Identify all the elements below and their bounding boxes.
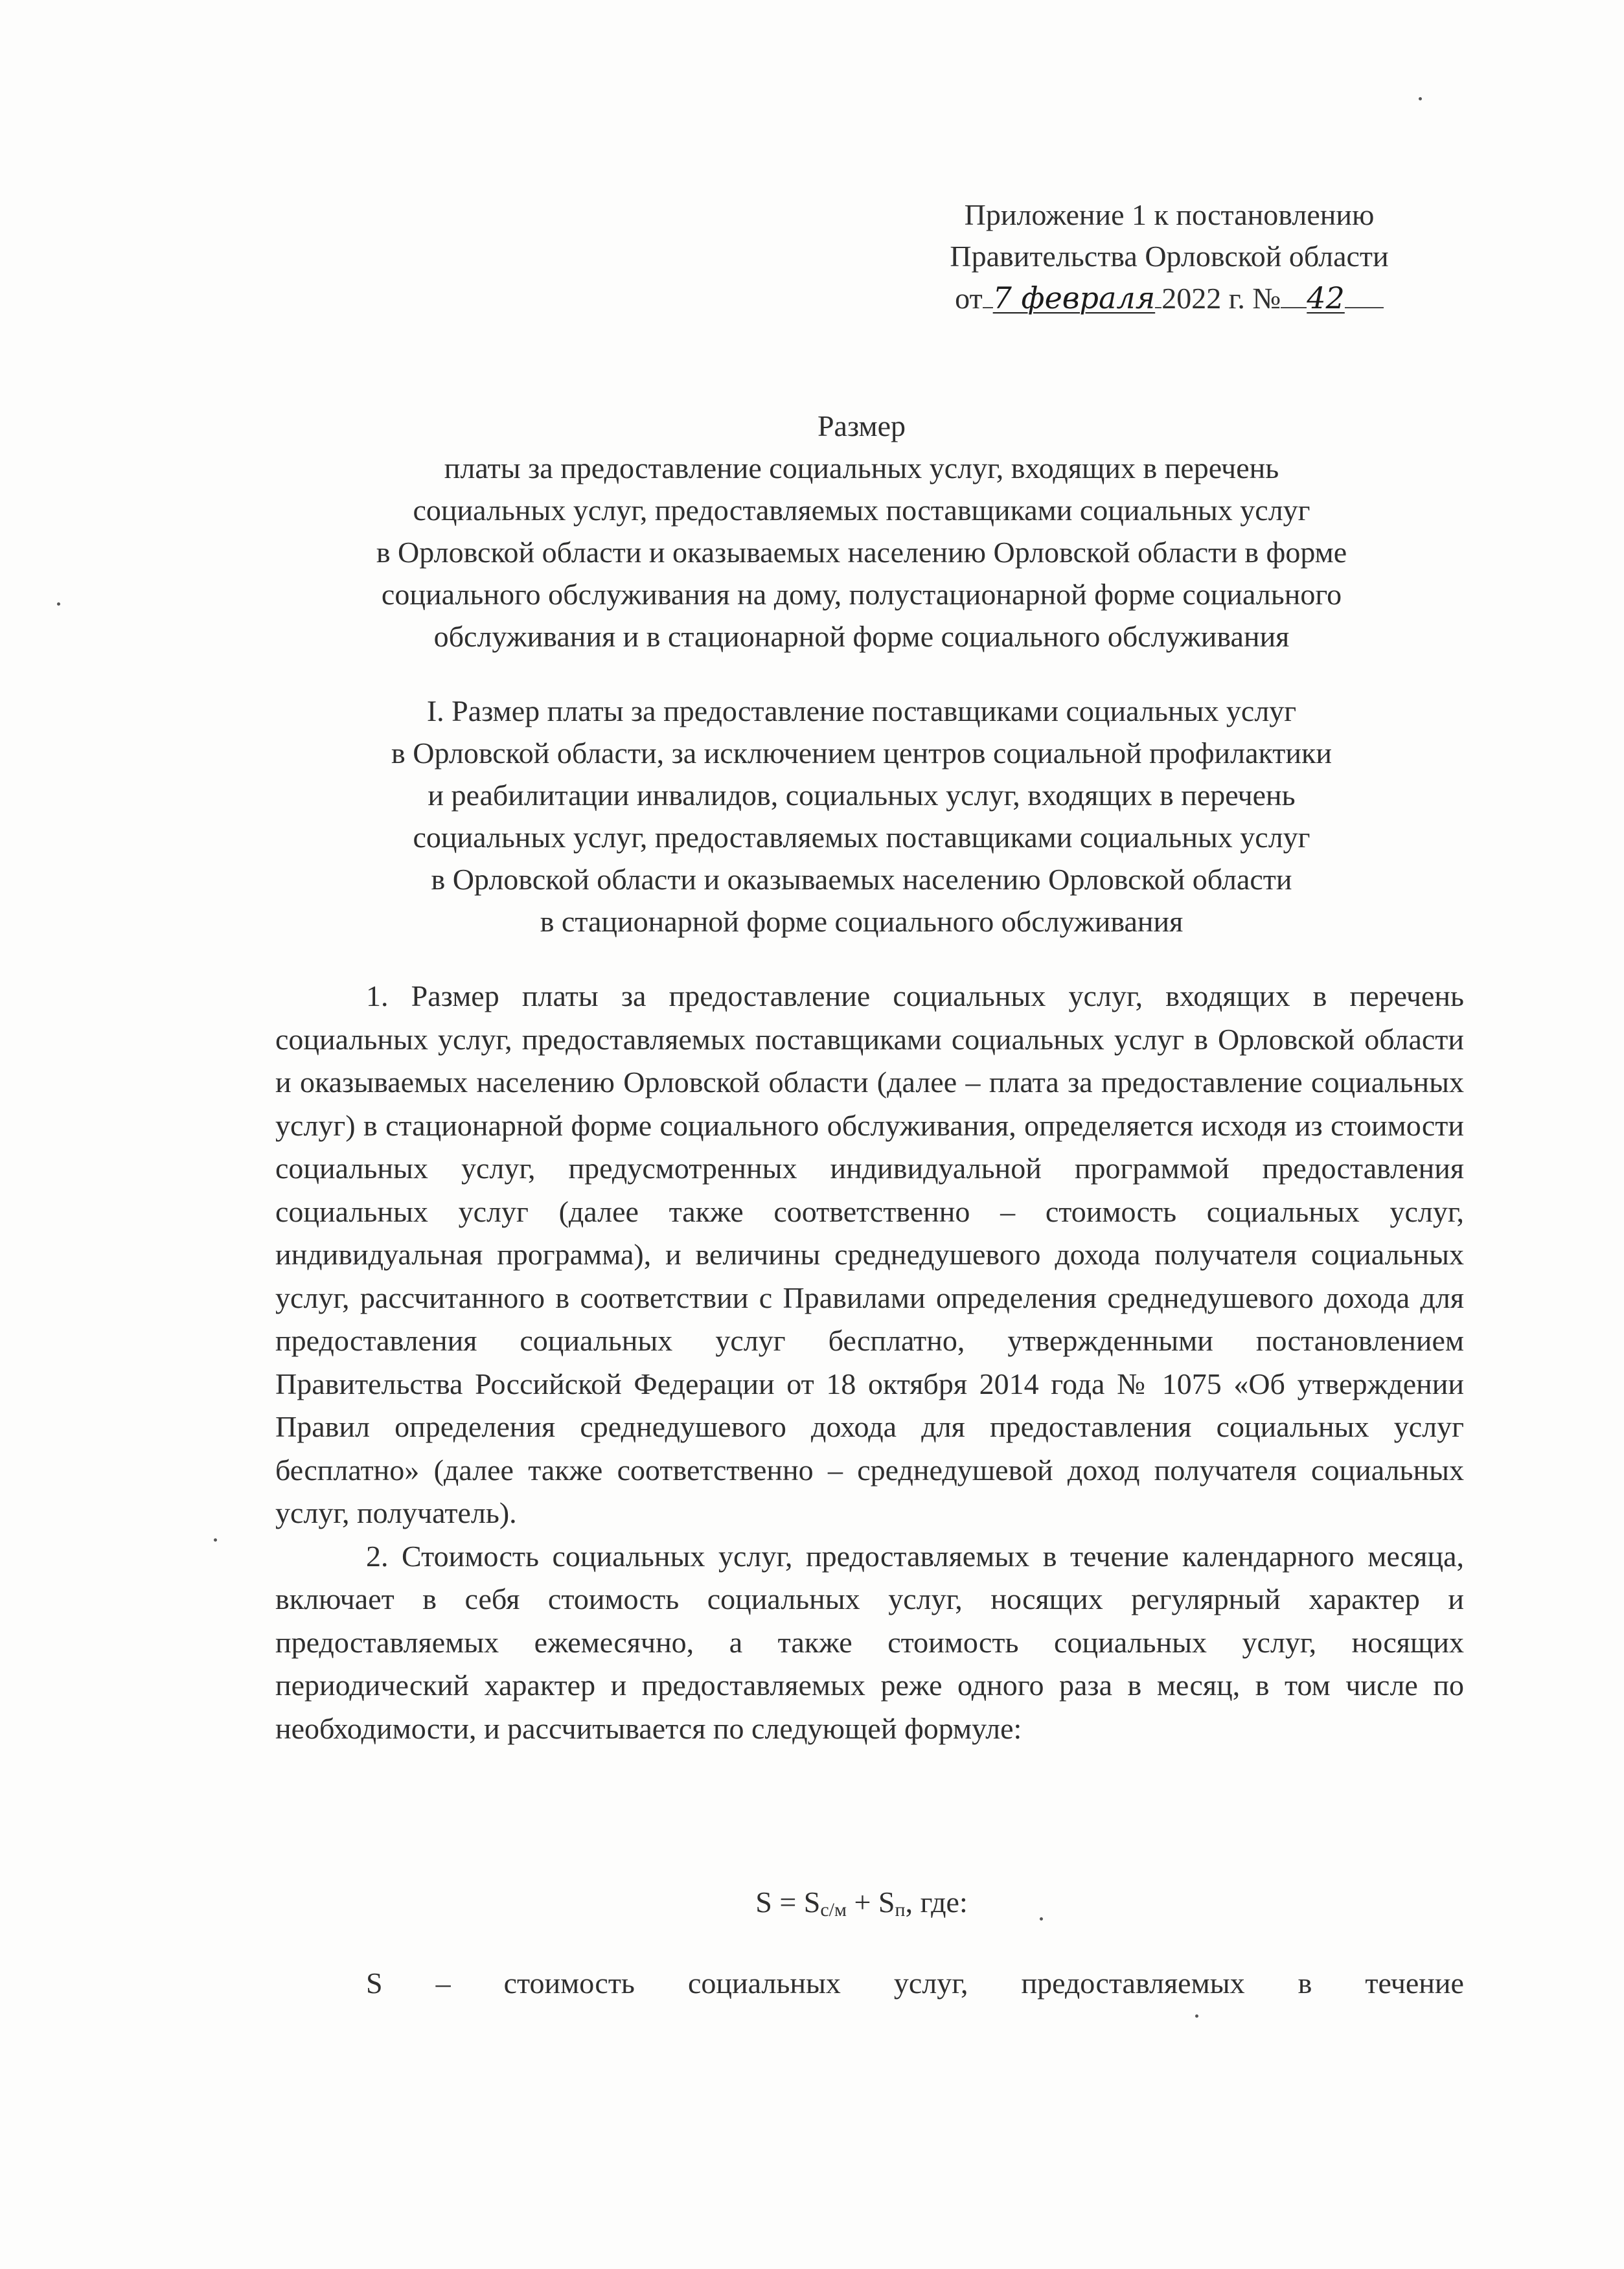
date-prefix: от xyxy=(955,282,983,315)
document-title xyxy=(246,405,1477,657)
date-year: 2022 г. № xyxy=(1161,282,1281,315)
formula-suffix: , где: xyxy=(905,1886,968,1919)
tail-word: в xyxy=(1298,1967,1312,2000)
scan-speck xyxy=(1040,1917,1043,1921)
section-line: в Орловской области и оказываемых населению Орловской области xyxy=(431,863,1292,896)
body-text xyxy=(275,975,1464,1750)
appendix-date-line xyxy=(862,277,1477,319)
tail-word: социальных xyxy=(687,1967,841,2000)
title-line: социального обслуживания на дому, полустационарной форме социального xyxy=(381,578,1342,611)
appendix-line-1: Приложение 1 к постановлению xyxy=(964,198,1375,231)
appendix-line-2: Правительства Орловской области xyxy=(950,240,1389,273)
tail-word: услуг, xyxy=(893,1967,968,2000)
section-line: и реабилитации инвалидов, социальных услуг, входящих в перечень xyxy=(428,779,1296,812)
scan-speck xyxy=(57,602,60,606)
formula-lhs: S = S xyxy=(755,1886,821,1919)
tail-word: S xyxy=(366,1967,383,2000)
formula xyxy=(246,1882,1477,1931)
handwritten-number: 42 xyxy=(1307,280,1345,315)
scan-speck xyxy=(1419,97,1422,100)
title-line: социальных услуг, предоставляемых поставщиками социальных услуг xyxy=(413,494,1310,527)
formula-subscript-periodic: п xyxy=(895,1899,906,1921)
formula-subscript-monthly: с/м xyxy=(820,1899,847,1921)
section-line: в стационарной форме социального обслуживания xyxy=(540,905,1184,938)
section-line: социальных услуг, предоставляемых поставщиками социальных услуг xyxy=(413,821,1310,854)
section-line: в Орловской области, за исключением центров социальной профилактики xyxy=(391,736,1332,770)
scan-speck xyxy=(214,1538,217,1542)
section-line: I. Размер платы за предоставление поставщиками социальных услуг xyxy=(426,694,1297,727)
title-line: Размер xyxy=(817,409,906,442)
tail-word: стоимость xyxy=(503,1967,635,2000)
tail-word: предоставляемых xyxy=(1021,1967,1245,2000)
section-heading xyxy=(246,690,1477,942)
trailing-line xyxy=(366,1963,1464,2004)
tail-word: течение xyxy=(1365,1967,1464,2000)
appendix-header xyxy=(862,194,1477,319)
title-line: платы за предоставление социальных услуг, входящих в перечень xyxy=(444,451,1279,485)
paragraph-1: 1. Размер платы за предоставление социальных услуг, входящих в перечень социальных услуг, предоставляемых поставщиками социальных услуг в Орловской области и оказываемых населению Орловской области (далее – плата за предоставление социальных услуг) в стационарной форме социального обслуживания, определяется исходя из стоимости социальных услуг, предусмотренных индивидуальной программой предоставления социальных услуг (далее также соответственно – стоимость социальных услуг, индивидуальная программа), и величины среднедушевого дохода получателя социальных услуг, рассчитанного в соответствии с Правилами определения среднедушевого дохода для предоставления социальных услуг бесплатно, утвержденными постановлением Правительства Российской Федерации от 18 октября 2014 года № 1075 «Об утверждении Правил определения среднедушевого дохода для предоставления социальных услуг бесплатно» (далее также соответственно – среднедушевой доход получателя социальных услуг, получатель). xyxy=(275,979,1464,1529)
title-line: в Орловской области и оказываемых населению Орловской области в форме xyxy=(376,536,1347,569)
scan-speck xyxy=(1195,2014,1198,2018)
tail-word: – xyxy=(435,1967,451,2000)
formula-plus: + S xyxy=(846,1886,895,1919)
handwritten-date: 7 февраля xyxy=(992,280,1156,315)
paragraph-2: 2. Стоимость социальных услуг, предоставляемых в течение календарного месяца, включает в себя стоимость социальных услуг, носящих регулярный характер и предоставляемых ежемесячно, а также стоимость социальных услуг, носящих периодический характер и предоставляемых реже одного раза в месяц, в том числе по необходимости, и рассчитывается по следующей формуле: xyxy=(275,1539,1464,1745)
title-line: обслуживания и в стационарной форме социального обслуживания xyxy=(433,620,1290,653)
